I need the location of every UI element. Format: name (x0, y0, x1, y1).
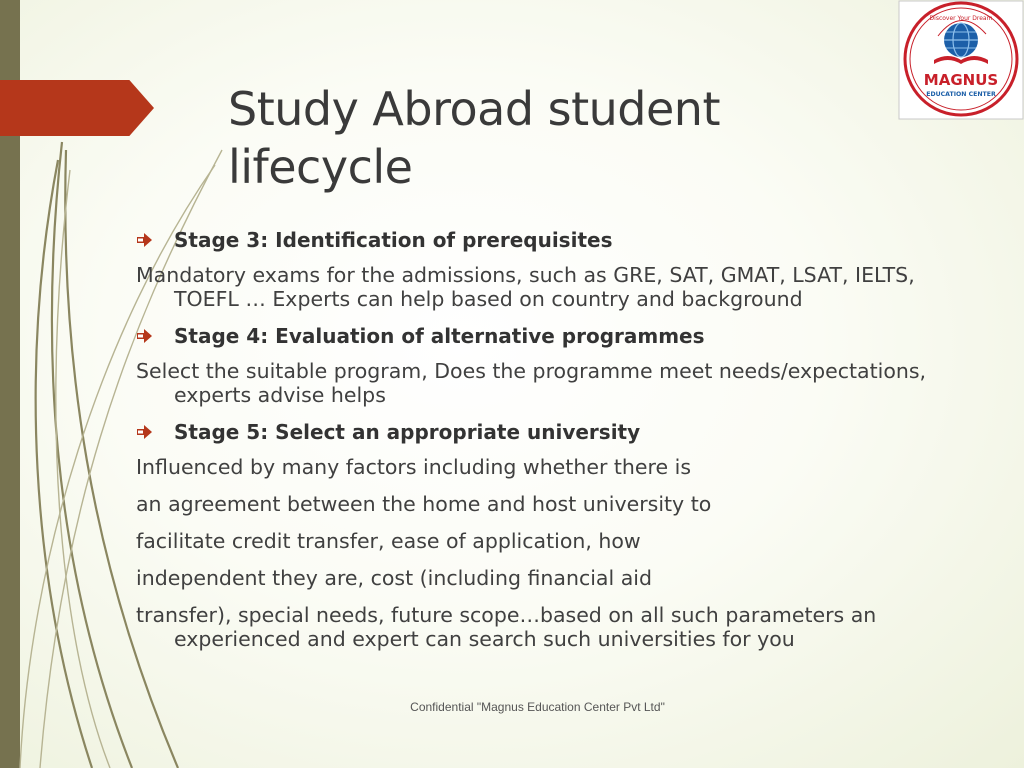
stage-4-text: Select the suitable program, Does the programme meet needs/expectations, experts advise helps (136, 359, 927, 407)
logo-subtitle: EDUCATION CENTER (926, 91, 996, 98)
stage-5-text-line-1: Influenced by many factors including whether there is (136, 455, 692, 479)
stage-5-text-line-2: an agreement between the home and host university to (136, 492, 712, 516)
arrow-bullet-icon (136, 420, 154, 444)
title-arrow-shape (0, 80, 154, 136)
stage-3-text: Mandatory exams for the admissions, such as GRE, SAT, GMAT, LSAT, IELTS, TOEFL … Experts can help based on country and background (136, 263, 915, 311)
confidential-footer: Confidential "Magnus Education Center Pvt Ltd" (410, 700, 665, 714)
stage-5-text-line-3: facilitate credit transfer, ease of application, how (136, 529, 641, 553)
stage-5-text-line-5: transfer), special needs, future scope…based on all such parameters an experienced and expert can search such universities for you (136, 603, 877, 651)
logo-tagline: Discover Your Dream (929, 15, 993, 22)
arrow-bullet-icon (136, 324, 154, 348)
arrow-bullet-icon (136, 228, 154, 252)
slide-title: Study Abroad student lifecycle (228, 82, 721, 194)
stage-4-heading: Stage 4: Evaluation of alternative programmes (136, 324, 976, 348)
stage-3-heading: Stage 3: Identification of prerequisites (136, 228, 976, 252)
logo-name: MAGNUS (923, 71, 999, 89)
stage-5-text-line-4: independent they are, cost (including financial aid (136, 566, 652, 590)
stage-5-heading: Stage 5: Select an appropriate university (136, 420, 976, 444)
slide-body (136, 224, 976, 664)
company-logo (898, 0, 1024, 120)
